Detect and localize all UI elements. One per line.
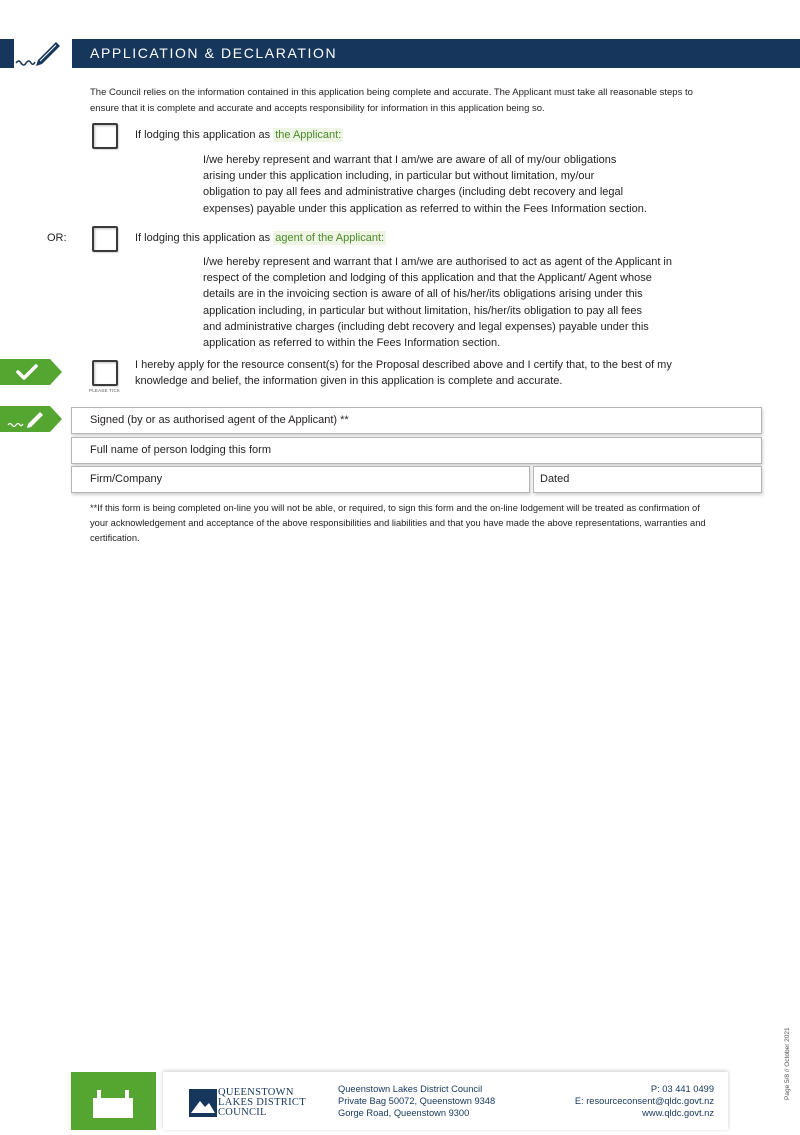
contact-email[interactable]: E: resourceconsent@qldc.govt.nz [574, 1096, 714, 1107]
battery-icon [71, 1072, 156, 1130]
agent-line: and administrative charges (including debt recovery and legal expenses) payable under this [203, 320, 649, 333]
logo-line: QUEENSTOWN [218, 1087, 294, 1098]
header-icon-box [14, 36, 64, 70]
applicant-label-highlight: the Applicant: [275, 129, 342, 141]
agent-declaration [203, 254, 672, 351]
address-line: Queenstown Lakes District Council [338, 1084, 483, 1094]
full-name-field[interactable] [71, 437, 762, 464]
declaration-line: knowledge and belief, the information given in this application is complete and accurate. [135, 375, 563, 388]
agent-option-label [135, 232, 386, 244]
applicant-line: arising under this application including, in particular but without limitation, my/our [203, 170, 595, 183]
address-line: Gorge Road, Queenstown 9300 [338, 1108, 470, 1119]
footer-address [338, 1083, 495, 1120]
dated-field-label: Dated [540, 473, 570, 485]
contact-phone: P: 03 441 0499 [650, 1084, 714, 1094]
agent-line: application including, in particular but without limitation, his/her/its obligation to pay all fees [203, 304, 643, 317]
applicant-line: obligation to pay all fees and administrative charges (including debt recovery and legal [203, 186, 624, 199]
applicant-option-label [135, 129, 343, 141]
agent-line: application as referred to within the Fees Information section. [203, 337, 501, 350]
pen-signature-icon [14, 36, 64, 70]
applicant-label-prefix: If lodging this application as [135, 129, 271, 141]
page-number: Page 5/8 // October 2021 [784, 1027, 791, 1100]
declaration-text [135, 357, 672, 389]
signed-field-label: Signed (by or as authorised agent of the Applicant) ** [90, 414, 349, 426]
intro-text: The Council relies on the information contained in this application being complete and accurate. The Applicant must take all reasonable steps to ensure that it is complete and accurate and accepts responsibility for information in this application being so. [90, 87, 693, 114]
address-line: Private Bag 50072, Queenstown 9348 [338, 1096, 496, 1107]
declaration-checkbox[interactable] [92, 360, 118, 386]
dated-field[interactable] [533, 466, 762, 493]
page-title: APPLICATION & DECLARATION [90, 45, 338, 61]
footer-contact [520, 1083, 714, 1120]
agent-label-highlight: agent of the Applicant: [275, 232, 385, 244]
agent-line: details are in the invoicing section is aware of all of his/her/its obligations arising under this [203, 288, 643, 301]
council-logo-mark [189, 1089, 217, 1122]
logo-line: COUNCIL [218, 1107, 267, 1118]
check-tab [0, 359, 62, 385]
applicant-checkbox[interactable] [92, 123, 118, 149]
pen-icon [0, 406, 62, 432]
logo-line: LAKES DISTRICT [218, 1097, 306, 1108]
footer-green-block [71, 1072, 156, 1130]
agent-line: respect of the completion and lodging of this application and that the Applicant/ Agent whose [203, 272, 652, 285]
footnote: **If this form is being completed on-line you will not be able, or required, to sign this form and the on-line lodgement will be treated as confirmation of your acknowledgement and acceptance of the above responsibilities and liabilities and that you have made the above representations, warranties and certification. [90, 503, 706, 543]
applicant-line: I/we hereby represent and warrant that I am/we are aware of all of my/our obligations [203, 154, 617, 166]
or-label: OR: [47, 232, 67, 244]
firm-company-field[interactable] [71, 466, 530, 493]
signed-field[interactable] [71, 407, 762, 434]
applicant-declaration [203, 152, 647, 217]
agent-line: I/we hereby represent and warrant that I am/we are authorised to act as agent of the Applicant in [203, 256, 672, 268]
agent-checkbox[interactable] [92, 226, 118, 252]
declaration-line: I hereby apply for the resource consent(s) for the Proposal described above and I certify that, to the best of my [135, 359, 672, 371]
agent-label-prefix: If lodging this application as [135, 232, 271, 244]
checkmark-icon [0, 359, 62, 385]
council-logo-text [218, 1088, 306, 1118]
applicant-line: expenses) payable under this application as referred to within the Fees Information section. [203, 202, 647, 215]
please-tick-note: PLEASE TICK [89, 388, 121, 393]
firm-company-field-label: Firm/Company [90, 473, 163, 485]
full-name-field-label: Full name of person lodging this form [90, 444, 271, 456]
signature-tab [0, 406, 62, 432]
contact-website[interactable]: www.qldc.govt.nz [642, 1108, 714, 1119]
mountain-logo-icon [189, 1089, 217, 1117]
